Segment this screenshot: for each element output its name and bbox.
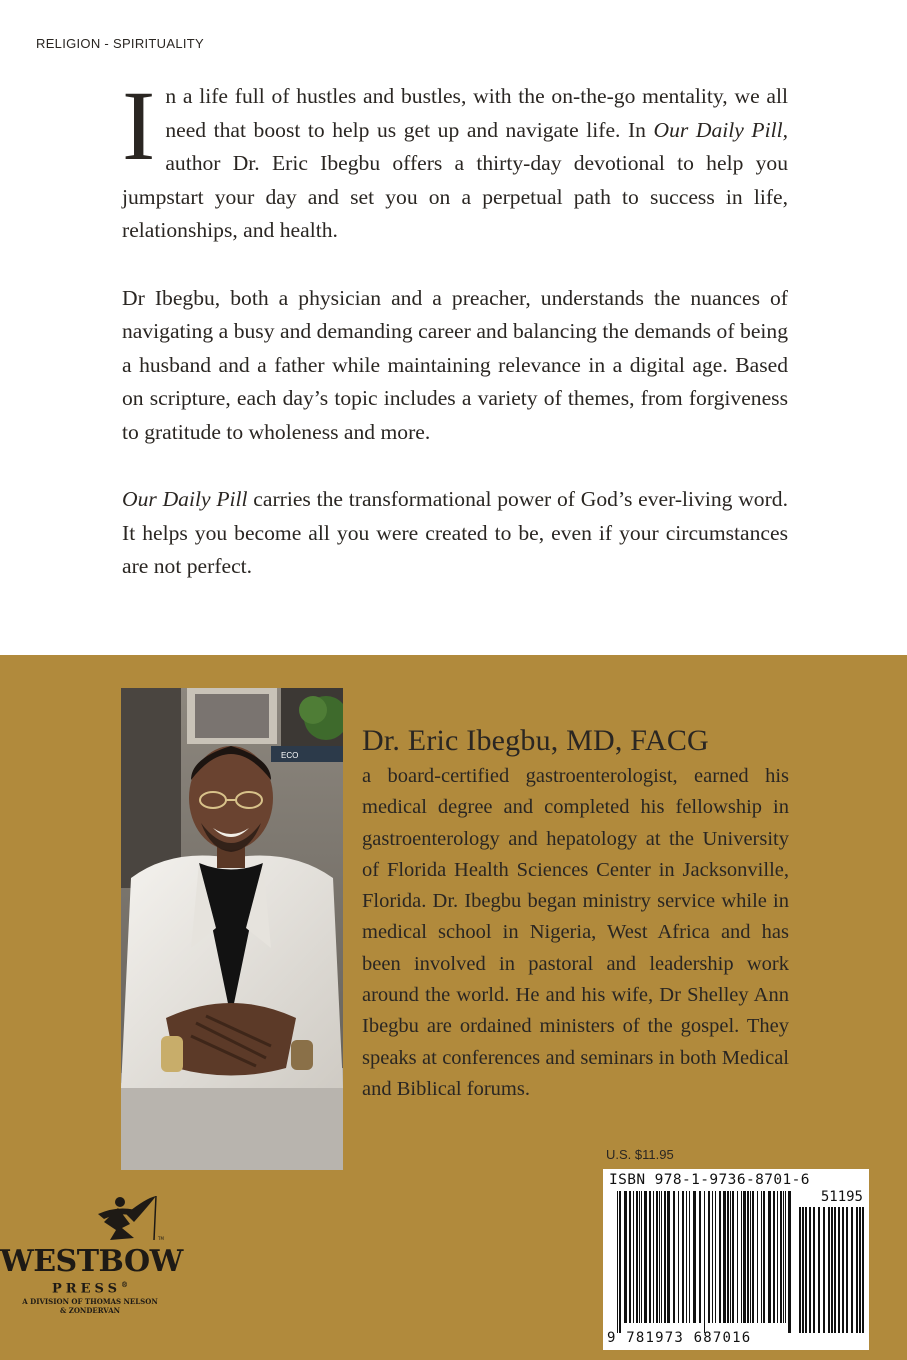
barcode-bar bbox=[730, 1191, 731, 1323]
barcode-bar bbox=[761, 1191, 762, 1323]
barcode-bar bbox=[773, 1191, 775, 1323]
barcode-bar bbox=[805, 1207, 807, 1333]
barcode-bar bbox=[757, 1191, 758, 1323]
barcode bbox=[603, 1169, 869, 1350]
description-text: carries the transformational power of God’s ever-living word. It helps you become all you were created to be, even if your circumstances are not perfect. bbox=[122, 487, 788, 579]
barcode-bar bbox=[619, 1191, 621, 1333]
barcode-bar bbox=[859, 1207, 861, 1333]
book-title-italic: Our Daily Pill bbox=[122, 487, 248, 512]
barcode-bar bbox=[818, 1207, 820, 1333]
barcode-bar bbox=[732, 1191, 734, 1323]
barcode-bar bbox=[649, 1191, 651, 1323]
barcode-bar bbox=[763, 1191, 765, 1323]
barcode-bar bbox=[723, 1191, 726, 1323]
category-label: RELIGION - SPIRITUALITY bbox=[36, 36, 204, 51]
barcode-bar bbox=[788, 1191, 791, 1333]
photo-book-label: ECO bbox=[281, 751, 299, 760]
barcode-bar bbox=[834, 1207, 836, 1333]
barcode-bar bbox=[809, 1207, 811, 1333]
barcode-bar bbox=[727, 1191, 729, 1323]
barcode-bar bbox=[838, 1207, 840, 1333]
barcode-bar bbox=[708, 1191, 710, 1323]
barcode-bar bbox=[667, 1191, 670, 1323]
barcode-bar bbox=[842, 1207, 844, 1333]
barcode-bar bbox=[617, 1191, 618, 1333]
barcode-bar bbox=[693, 1191, 696, 1323]
barcode-bar bbox=[653, 1191, 654, 1323]
barcode-bar bbox=[752, 1191, 754, 1323]
barcode-bar bbox=[813, 1207, 815, 1333]
description-paragraph-2: Dr Ibegbu, both a physician and a preacher, understands the nuances of navigating a busy and demanding career and balancing the demands of being a husband and a father while maintaining relevance in a digital age. Based on scripture, each day’s topic includes a variety of themes, from forgiveness to gratitude to wholeness and more. bbox=[122, 285, 788, 444]
drop-cap: I bbox=[122, 70, 156, 181]
description-text: n a life full of hustles and bustles, with the on-the-go mentality, we all need that boost to help us get up and navigate life. In bbox=[165, 84, 788, 142]
barcode-bar bbox=[802, 1207, 804, 1333]
barcode-bar bbox=[656, 1191, 658, 1323]
barcode-bar bbox=[644, 1191, 647, 1323]
barcode-bar bbox=[682, 1191, 684, 1323]
description-paragraph-1 bbox=[122, 70, 788, 248]
barcode-bar bbox=[661, 1191, 662, 1323]
author-name: Dr. Eric Ibegbu, MD, FACG bbox=[362, 724, 709, 757]
barcode-bar bbox=[633, 1191, 634, 1323]
publisher-press: PRESS® bbox=[52, 1280, 128, 1297]
author-photo-illustration bbox=[121, 688, 343, 1170]
author-photo bbox=[121, 688, 343, 1170]
publisher-division: A DIVISION OF THOMAS NELSON & ZONDERVAN bbox=[22, 1297, 158, 1315]
barcode-bars bbox=[603, 1169, 869, 1350]
barcode-bar bbox=[673, 1191, 675, 1323]
barcode-bar bbox=[831, 1207, 833, 1333]
barcode-bar bbox=[750, 1191, 751, 1323]
author-bio: a board-certified gastroenterologist, earned his medical degree and completed his fellowship in gastroenterology and hepatology at the University of Florida Health Sciences Center in Jacksonville, Florida. Dr. Ibegbu began ministry service while in medical school in Nigeria, West Africa and has been involved in pastoral and leadership work around the world. He and his wife, Dr Shelley Ann Ibegbu are ordained ministers of the gospel. They speaks at conferences and seminars in both Medical and Biblical forums. bbox=[362, 765, 789, 1100]
barcode-bar bbox=[862, 1207, 864, 1333]
barcode-bar bbox=[783, 1191, 784, 1323]
book-title-italic: Our Daily Pill, bbox=[653, 117, 788, 142]
barcode-bar bbox=[851, 1207, 853, 1333]
isbn-text: ISBN 978-1-9736-8701-6 bbox=[609, 1172, 810, 1188]
barcode-bar bbox=[636, 1191, 638, 1323]
logo-tm: TM bbox=[158, 1236, 164, 1241]
description-text: author Dr. Eric Ibegbu offers a thirty-day devotional to help you jumpstart your day and set you on a perpetual path to success in life, relationships, and health. bbox=[122, 151, 788, 243]
description-paragraph-3 bbox=[122, 483, 788, 584]
barcode-bar bbox=[780, 1191, 782, 1323]
barcode-bar bbox=[664, 1191, 666, 1323]
barcode-bar bbox=[624, 1191, 627, 1323]
barcode-bar bbox=[715, 1191, 716, 1323]
publisher-name: WESTBOW bbox=[0, 1244, 183, 1279]
barcode-bar bbox=[777, 1191, 778, 1323]
barcode-bar bbox=[743, 1191, 746, 1323]
barcode-bar bbox=[823, 1207, 825, 1333]
barcode-bar bbox=[719, 1191, 721, 1323]
barcode-bar bbox=[629, 1191, 631, 1323]
barcode-bar bbox=[828, 1207, 830, 1333]
barcode-bar bbox=[799, 1207, 801, 1333]
barcode-bar bbox=[659, 1191, 660, 1323]
barcode-bar bbox=[747, 1191, 749, 1323]
barcode-bar bbox=[686, 1191, 687, 1323]
barcode-bar bbox=[712, 1191, 713, 1323]
barcode-bar bbox=[689, 1191, 690, 1323]
barcode-bar bbox=[737, 1191, 738, 1323]
barcode-bar bbox=[768, 1191, 771, 1323]
barcode-bar bbox=[741, 1191, 742, 1323]
price-label: U.S. $11.95 bbox=[606, 1147, 674, 1162]
barcode-bar bbox=[704, 1191, 705, 1333]
barcode-bar bbox=[641, 1191, 642, 1323]
price-addon-code: 51195 bbox=[820, 1189, 863, 1205]
barcode-bar bbox=[639, 1191, 640, 1323]
barcode-bar bbox=[699, 1191, 701, 1323]
barcode-bar bbox=[846, 1207, 848, 1333]
barcode-bar bbox=[785, 1191, 786, 1323]
barcode-bar bbox=[856, 1207, 858, 1333]
barcode-bar bbox=[678, 1191, 679, 1323]
ean-digits: 9 781973 687016 bbox=[607, 1330, 752, 1346]
book-description bbox=[122, 70, 788, 618]
